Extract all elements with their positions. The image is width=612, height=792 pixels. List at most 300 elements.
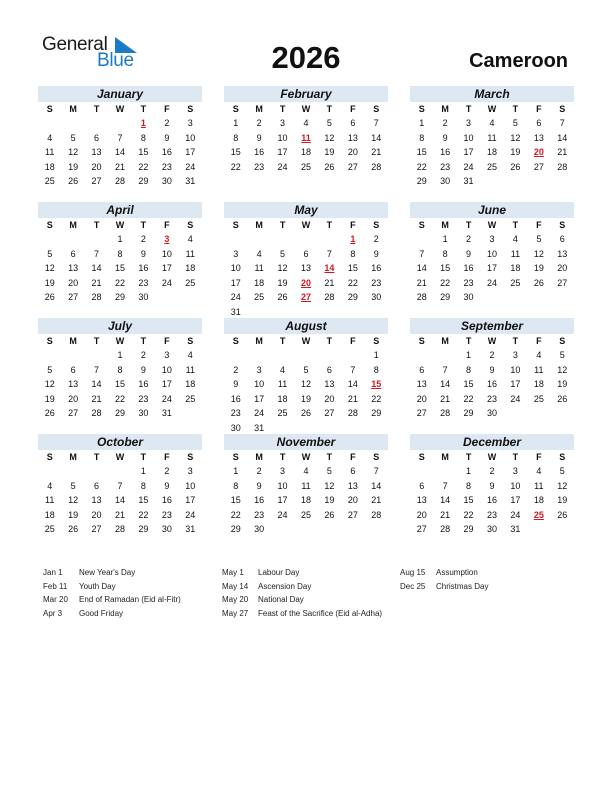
day-cell: 24 (510, 393, 521, 404)
day-cell: 31 (185, 524, 196, 535)
day-cell: 30 (371, 292, 382, 303)
day-cell: 18 (185, 263, 196, 274)
day-cell: 22 (114, 277, 125, 288)
holiday-name: Ascension Day (258, 581, 312, 591)
day-cell: 3 (280, 466, 286, 476)
day-cell: 16 (161, 147, 172, 158)
empty-cell (61, 464, 84, 479)
day-cell: 19 (324, 147, 335, 158)
day-cell: 9 (164, 480, 170, 491)
day-cell: 22 (416, 161, 427, 172)
empty-cell (318, 348, 341, 363)
weekday-label: S (418, 104, 425, 114)
empty-cell (271, 348, 294, 363)
day-cell: 27 (416, 524, 427, 535)
day-cell: 12 (324, 132, 335, 143)
day-cell: 23 (463, 277, 474, 288)
day-cell: 3 (489, 234, 495, 244)
weekday-label: S (46, 104, 53, 114)
day-cell: 19 (44, 393, 55, 404)
weekday-label: S (418, 220, 425, 230)
day-cell: 24 (486, 277, 497, 288)
day-cell: 14 (371, 480, 382, 491)
day-cell: 19 (68, 509, 79, 520)
empty-cell (38, 464, 61, 479)
day-cell: 15 (416, 147, 427, 158)
holiday-day-cell: 25 (533, 509, 544, 520)
day-cell: 24 (510, 509, 521, 520)
day-cell: 3 (512, 466, 518, 476)
month-header: November (224, 434, 388, 450)
day-cell: 5 (559, 466, 565, 476)
country-name: Cameroon (469, 50, 568, 72)
weekday-label: S (232, 104, 239, 114)
holiday-date: May 27 (222, 608, 249, 618)
empty-cell (61, 348, 84, 363)
day-cell: 25 (277, 408, 288, 419)
weekday-label: M (441, 220, 449, 230)
day-cell: 28 (416, 292, 427, 303)
day-cell: 5 (303, 364, 309, 375)
day-cell: 20 (91, 509, 102, 520)
weekday-label: T (140, 336, 147, 346)
day-cell: 10 (161, 248, 172, 259)
day-cell: 7 (326, 248, 332, 259)
month-grid (410, 218, 574, 305)
day-cell: 11 (534, 480, 544, 491)
day-cell: 19 (510, 147, 521, 158)
day-cell: 9 (233, 379, 239, 390)
day-cell: 3 (187, 466, 193, 476)
weekday-label: T (465, 452, 472, 462)
day-cell: 17 (510, 495, 521, 506)
day-cell: 12 (277, 263, 288, 274)
day-cell: 21 (347, 393, 358, 404)
day-cell: 28 (440, 408, 451, 419)
holiday-date: Apr 3 (43, 608, 63, 618)
day-cell: 13 (416, 495, 427, 506)
day-cell: 19 (68, 161, 79, 172)
day-cell: 18 (300, 147, 311, 158)
day-cell: 31 (161, 408, 172, 419)
day-cell: 7 (94, 248, 100, 259)
holiday-date: Dec 25 (400, 581, 426, 591)
holiday-name: Youth Day (79, 581, 116, 591)
day-cell: 2 (489, 350, 495, 360)
day-cell: 27 (557, 277, 568, 288)
day-cell: 18 (254, 277, 265, 288)
day-cell: 13 (416, 379, 427, 390)
weekday-label: M (441, 104, 449, 114)
day-cell: 23 (138, 393, 149, 404)
day-cell: 25 (185, 393, 196, 404)
holiday-column (400, 566, 488, 593)
month-header: February (224, 86, 388, 102)
day-cell: 14 (416, 263, 427, 274)
day-cell: 30 (138, 292, 149, 303)
day-cell: 26 (510, 161, 521, 172)
weekday-label: S (559, 220, 566, 230)
day-cell: 22 (230, 161, 241, 172)
day-cell: 24 (161, 277, 172, 288)
day-cell: 13 (557, 248, 568, 259)
day-cell: 28 (371, 161, 382, 172)
holiday-row (400, 580, 488, 594)
day-cell: 12 (68, 495, 79, 506)
day-cell: 11 (301, 480, 311, 491)
day-cell: 24 (463, 161, 474, 172)
day-cell: 22 (138, 161, 149, 172)
weekday-label: F (536, 336, 542, 346)
weekday-label: S (559, 336, 566, 346)
day-cell: 8 (117, 364, 123, 375)
day-cell: 15 (463, 495, 474, 506)
weekday-label: S (373, 336, 380, 346)
day-cell: 19 (557, 495, 568, 506)
holiday-day-cell: 20 (300, 277, 311, 288)
month-header: June (410, 202, 574, 218)
weekday-label: F (350, 220, 356, 230)
day-cell: 16 (138, 263, 149, 274)
holiday-date: Jan 1 (43, 568, 63, 577)
holiday-row (43, 566, 181, 580)
day-cell: 6 (536, 118, 542, 128)
holiday-row (43, 580, 181, 594)
day-cell: 13 (91, 495, 102, 506)
day-cell: 8 (350, 248, 356, 259)
day-cell: 18 (300, 495, 311, 506)
day-cell: 24 (161, 393, 172, 404)
day-cell: 23 (161, 509, 172, 520)
day-cell: 6 (94, 132, 100, 143)
day-cell: 12 (557, 364, 568, 375)
holiday-row (400, 566, 488, 580)
holiday-date: Aug 15 (400, 568, 426, 577)
day-cell: 1 (419, 118, 425, 128)
weekday-label: M (69, 104, 77, 114)
day-cell: 27 (347, 161, 358, 172)
weekday-label: S (187, 220, 194, 230)
day-cell: 25 (254, 292, 265, 303)
day-cell: 25 (510, 277, 521, 288)
month-header: October (38, 434, 202, 450)
holiday-day-cell: 1 (140, 118, 146, 128)
day-cell: 3 (280, 118, 286, 128)
holiday-day-cell: 20 (533, 147, 544, 158)
day-cell: 26 (557, 509, 568, 520)
day-cell: 14 (91, 263, 102, 274)
day-cell: 20 (416, 393, 427, 404)
day-cell: 11 (185, 248, 195, 259)
day-cell: 21 (114, 509, 125, 520)
day-cell: 4 (47, 132, 53, 143)
day-cell: 31 (230, 306, 241, 317)
day-cell: 1 (117, 350, 123, 360)
day-cell: 16 (463, 263, 474, 274)
day-cell: 10 (230, 263, 241, 274)
day-cell: 24 (277, 509, 288, 520)
day-cell: 13 (68, 263, 79, 274)
day-cell: 21 (91, 277, 102, 288)
holiday-day-cell: 11 (301, 132, 311, 143)
holiday-row (222, 566, 382, 580)
day-cell: 21 (440, 509, 451, 520)
day-cell: 20 (416, 509, 427, 520)
holiday-name: New Year's Day (79, 568, 136, 577)
empty-cell (224, 232, 247, 247)
day-cell: 16 (440, 147, 451, 158)
day-cell: 16 (161, 495, 172, 506)
day-cell: 28 (557, 161, 568, 172)
holiday-name: National Day (258, 595, 304, 605)
day-cell: 29 (416, 176, 427, 187)
day-cell: 4 (187, 350, 193, 360)
empty-cell (61, 116, 84, 131)
day-cell: 3 (164, 350, 170, 360)
day-cell: 30 (463, 292, 474, 303)
day-cell: 18 (533, 379, 544, 390)
day-cell: 13 (324, 379, 335, 390)
day-cell: 8 (373, 364, 379, 375)
day-cell: 29 (138, 176, 149, 187)
month-grid (38, 218, 202, 305)
day-cell: 2 (233, 364, 239, 375)
day-cell: 24 (230, 292, 241, 303)
month-grid (38, 102, 202, 189)
day-cell: 18 (277, 393, 288, 404)
day-cell: 19 (44, 277, 55, 288)
weekday-label: F (350, 452, 356, 462)
day-cell: 12 (510, 132, 521, 143)
day-cell: 14 (91, 379, 102, 390)
weekday-label: F (350, 104, 356, 114)
holiday-day-cell: 15 (371, 379, 382, 390)
day-cell: 8 (466, 364, 472, 375)
day-cell: 1 (117, 234, 123, 244)
day-cell: 28 (91, 292, 102, 303)
empty-cell (85, 464, 108, 479)
day-cell: 21 (91, 393, 102, 404)
day-cell: 2 (164, 118, 170, 128)
day-cell: 20 (347, 495, 358, 506)
day-cell: 27 (533, 161, 544, 172)
weekday-label: S (187, 336, 194, 346)
day-cell: 29 (463, 408, 474, 419)
day-cell: 7 (117, 132, 123, 143)
weekday-label: T (93, 336, 100, 346)
day-cell: 23 (371, 277, 382, 288)
day-cell: 22 (347, 277, 358, 288)
empty-cell (38, 348, 61, 363)
weekday-label: T (279, 452, 286, 462)
day-cell: 29 (347, 292, 358, 303)
weekday-label: S (232, 220, 239, 230)
weekday-label: M (255, 220, 263, 230)
month-grid (224, 450, 388, 537)
holiday-name: Christmas Day (436, 581, 489, 591)
day-cell: 17 (230, 277, 241, 288)
day-cell: 19 (277, 277, 288, 288)
weekday-label: W (487, 336, 497, 346)
day-cell: 7 (442, 480, 448, 491)
day-cell: 25 (300, 161, 311, 172)
empty-cell (247, 348, 270, 363)
holiday-column (43, 566, 181, 620)
day-cell: 27 (68, 408, 79, 419)
day-cell: 16 (371, 263, 382, 274)
weekday-label: F (164, 104, 170, 114)
day-cell: 7 (442, 364, 448, 375)
day-cell: 8 (466, 480, 472, 491)
day-cell: 17 (486, 263, 497, 274)
holiday-date: May 20 (222, 595, 249, 605)
day-cell: 27 (91, 176, 102, 187)
day-cell: 2 (442, 118, 448, 128)
day-cell: 31 (463, 176, 474, 187)
weekday-label: W (115, 104, 125, 114)
day-cell: 10 (254, 379, 265, 390)
weekday-label: T (140, 104, 147, 114)
weekday-label: W (115, 452, 125, 462)
day-cell: 22 (114, 393, 125, 404)
holiday-row (43, 607, 181, 621)
day-cell: 8 (419, 132, 425, 143)
weekday-label: T (93, 104, 100, 114)
day-cell: 11 (185, 364, 195, 375)
day-cell: 5 (326, 466, 332, 476)
day-cell: 10 (277, 480, 288, 491)
day-cell: 6 (70, 248, 76, 259)
day-cell: 14 (440, 379, 451, 390)
day-cell: 29 (114, 292, 125, 303)
day-cell: 28 (347, 408, 358, 419)
day-cell: 16 (230, 393, 241, 404)
month-header: August (224, 318, 388, 334)
day-cell: 30 (486, 524, 497, 535)
weekday-label: F (164, 452, 170, 462)
day-cell: 24 (254, 408, 265, 419)
day-cell: 11 (534, 364, 544, 375)
day-cell: 18 (44, 161, 55, 172)
holiday-day-cell: 27 (300, 292, 311, 303)
day-cell: 25 (44, 524, 55, 535)
day-cell: 10 (510, 480, 521, 491)
holiday-name: Assumption (436, 568, 478, 577)
day-cell: 23 (486, 393, 497, 404)
day-cell: 17 (185, 147, 196, 158)
holiday-date: May 14 (222, 581, 249, 591)
day-cell: 17 (277, 147, 288, 158)
day-cell: 3 (256, 364, 262, 375)
month-september (410, 318, 574, 421)
day-cell: 8 (233, 132, 239, 143)
weekday-label: S (373, 104, 380, 114)
weekday-label: T (465, 104, 472, 114)
weekday-label: S (373, 452, 380, 462)
day-cell: 8 (233, 480, 239, 491)
weekday-label: T (279, 104, 286, 114)
weekday-label: M (255, 336, 263, 346)
empty-cell (38, 232, 61, 247)
weekday-label: F (164, 336, 170, 346)
day-cell: 15 (138, 495, 149, 506)
empty-cell (294, 232, 317, 247)
day-cell: 6 (350, 466, 356, 476)
day-cell: 22 (463, 393, 474, 404)
day-cell: 28 (324, 292, 335, 303)
day-cell: 15 (230, 495, 241, 506)
day-cell: 28 (114, 524, 125, 535)
empty-cell (247, 232, 270, 247)
weekday-label: T (512, 104, 519, 114)
day-cell: 25 (185, 277, 196, 288)
day-cell: 30 (161, 524, 172, 535)
day-cell: 6 (70, 364, 76, 375)
day-cell: 29 (371, 408, 382, 419)
day-cell: 10 (277, 132, 288, 143)
weekday-label: F (350, 336, 356, 346)
day-cell: 7 (373, 118, 379, 128)
day-cell: 31 (254, 422, 265, 433)
weekday-label: T (326, 452, 333, 462)
day-cell: 27 (324, 408, 335, 419)
weekday-label: S (559, 452, 566, 462)
day-cell: 18 (533, 495, 544, 506)
day-cell: 22 (440, 277, 451, 288)
day-cell: 13 (68, 379, 79, 390)
day-cell: 28 (91, 408, 102, 419)
month-grid (224, 102, 388, 174)
day-cell: 25 (300, 509, 311, 520)
day-cell: 12 (300, 379, 311, 390)
month-header: April (38, 202, 202, 218)
month-header: March (410, 86, 574, 102)
holiday-day-cell: 3 (164, 234, 170, 244)
weekday-label: T (140, 220, 147, 230)
day-cell: 9 (466, 248, 472, 259)
day-cell: 18 (510, 263, 521, 274)
day-cell: 8 (117, 248, 123, 259)
day-cell: 15 (463, 379, 474, 390)
day-cell: 6 (94, 480, 100, 491)
day-cell: 26 (44, 408, 55, 419)
month-march (410, 86, 574, 189)
day-cell: 16 (138, 379, 149, 390)
weekday-label: W (301, 104, 311, 114)
day-cell: 1 (466, 350, 472, 360)
weekday-label: S (46, 220, 53, 230)
day-cell: 4 (187, 234, 193, 244)
day-cell: 24 (185, 509, 196, 520)
weekday-label: M (69, 452, 77, 462)
month-grid (410, 450, 574, 537)
day-cell: 29 (440, 292, 451, 303)
day-cell: 20 (347, 147, 358, 158)
logo-text-general: General (42, 34, 108, 55)
day-cell: 2 (164, 466, 170, 476)
day-cell: 9 (489, 480, 495, 491)
day-cell: 12 (68, 147, 79, 158)
day-cell: 4 (303, 118, 309, 128)
day-cell: 19 (557, 379, 568, 390)
day-cell: 5 (536, 234, 542, 244)
day-cell: 16 (254, 495, 265, 506)
day-cell: 10 (185, 480, 196, 491)
day-cell: 8 (140, 480, 146, 491)
day-cell: 4 (256, 248, 262, 259)
day-cell: 13 (347, 480, 358, 491)
weekday-label: S (46, 336, 53, 346)
